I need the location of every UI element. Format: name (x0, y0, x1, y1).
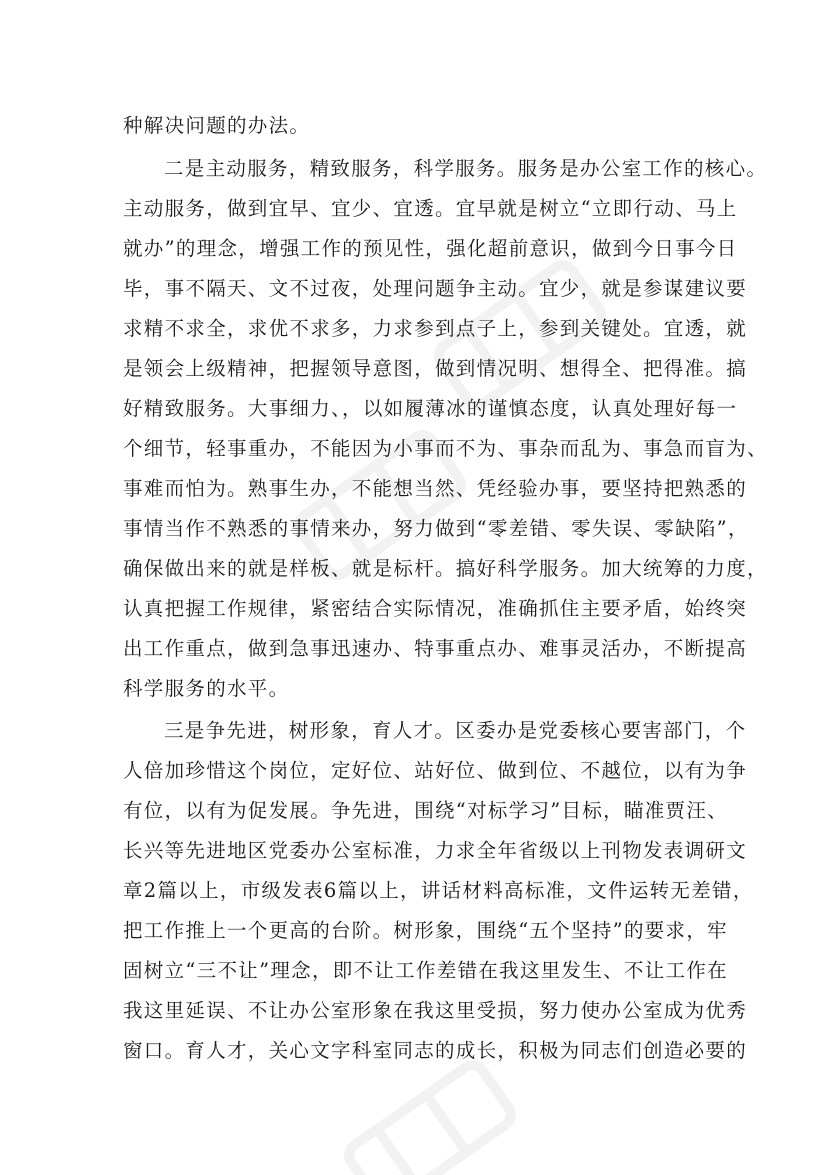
text-line: 个细节，轻事重办，不能因为小事而不为、事杂而乱为、事急而盲为、 (123, 437, 768, 460)
text-line: 有位，以有为促发展。争先进，围绕“对标学习”目标，瞄准贾汪、 (123, 799, 728, 822)
text-line: 我这里延误、不让办公室形象在我这里受损，努力使办公室成为优秀 (123, 999, 748, 1022)
text-line: 认真把握工作规律，紧密结合实际情况，准确抓住主要矛盾，始终突 (123, 597, 748, 620)
text-line: 把工作推上一个更高的台阶。树形象，围绕“五个坚持”的要求，牢 (123, 919, 728, 942)
text-line: 求精不求全，求优不求多，力求参到点子上，参到关键处。宜透，就 (123, 317, 748, 340)
text-line: 出工作重点，做到急事迅速办、特事重点办、难事灵活办，不断提高 (123, 637, 748, 660)
text-line: 固树立“三不让”理念，即不让工作差错在我这里发生、不让工作在 (123, 959, 728, 982)
text-line: 长兴等先进地区党委办公室标准，力求全年省级以上刊物发表调研文 (123, 839, 748, 862)
text-line: 窗口。育人才，关心文字科室同志的成长，积极为同志们创造必要的 (123, 1039, 748, 1062)
text-line: 确保做出来的就是样板、就是标杆。搞好科学服务。加大统筹的力度， (123, 557, 768, 580)
text-line: 事情当作不熟悉的事情来办，努力做到“零差错、零失误、零缺陷”， (123, 517, 749, 540)
text-line: 毕，事不隔天、文不过夜，处理问题争主动。宜少，就是参谋建议要 (123, 277, 748, 300)
text-line: 种解决问题的办法。 (123, 114, 311, 137)
text-line: 二是主动服务，精致服务，科学服务。服务是办公室工作的核心。 (164, 157, 768, 180)
text-line: 章2篇以上，市级发表6篇以上，讲话材料高标准，文件运转无差错， (123, 879, 754, 902)
text-line: 就办”的理念，增强工作的预见性，强化超前意识，做到今日事今日 (123, 237, 738, 260)
watermark-mark (330, 1060, 530, 1175)
text-line: 三是争先进，树形象，育人才。区委办是党委核心要害部门，个 (164, 719, 747, 742)
text-line: 科学服务的水平。 (123, 677, 290, 700)
text-line: 好精致服务。大事细力、，以如履薄冰的谨慎态度，认真处理好每一 (123, 397, 738, 420)
text-line: 主动服务，做到宜早、宜少、宜透。宜早就是树立“立即行动、马上 (123, 197, 738, 220)
text-line: 事难而怕为。熟事生办，不能想当然、凭经验办事，要坚持把熟悉的 (123, 477, 748, 500)
text-line: 人倍加珍惜这个岗位，定好位、站好位、做到位、不越位，以有为争 (123, 759, 748, 782)
text-line: 是领会上级精神，把握领导意图，做到情况明、想得全、把得准。搞 (123, 357, 748, 380)
